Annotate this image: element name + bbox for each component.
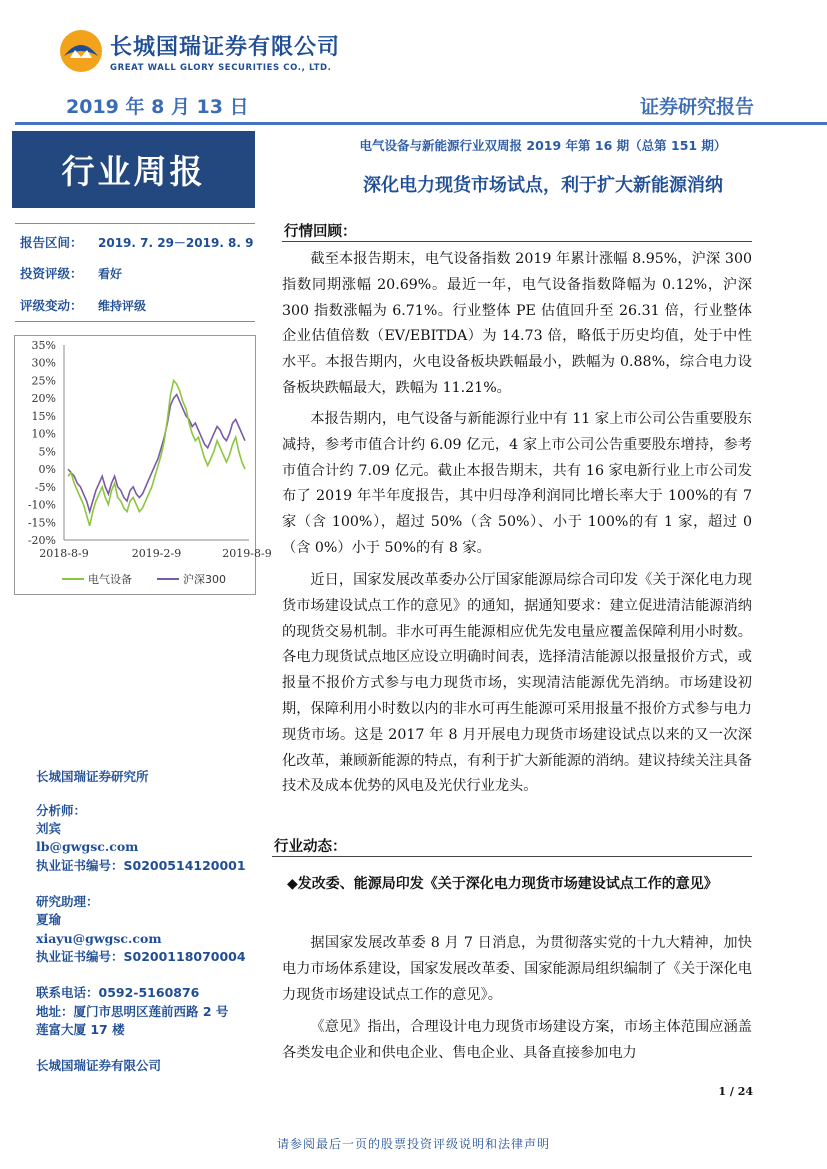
assistant-email-text: xiayu@gwgsc.com — [36, 931, 162, 946]
report-date: 2019 年 8 月 13 日 — [66, 96, 249, 118]
company-name-cn: 长城国瑞证券有限公司 — [110, 34, 341, 60]
rating-label: 投资评级： — [20, 266, 83, 281]
paragraph-2: 本报告期内，电气设备与新能源行业中有 11 家上市公司公告重要股东减持，参考市值合计约 6.09 亿元，4 家上市公司公告重要股东增持，参考市值合计约 7.09 亿元。截止本报告期末，共有 16 家电新行业上市公司发布了 2019 年半年度报告，其中归母净利润同比增长率大于 100%的有 7 家（含 100%），超过 50%（含 50%）、小于 100%的有 1 家，超过 0（含 0%）小于 50%的有 8 家。 — [282, 411, 752, 556]
index-chart — [14, 335, 272, 595]
footer-disclaimer: 请参阅最后一页的股票投资评级说明和法律声明 — [276, 1137, 550, 1151]
y-tick-label: 10% — [31, 427, 56, 441]
report-type: 证券研究报告 — [639, 96, 754, 118]
contact-address: 地址：厦门市思明区莲前西路 2 号 — [36, 1004, 229, 1019]
section-industry-news: 行业动态： — [274, 839, 347, 855]
x-tick-label: 2018-8-9 — [39, 547, 89, 560]
y-tick-label: -10% — [27, 498, 56, 512]
analyst-cert: 执业证书编号：S0200514120001 — [36, 858, 246, 873]
report-title: 深化电力现货市场试点，利于扩大新能源消纳 — [363, 175, 723, 196]
legend-label: 电气设备 — [88, 573, 132, 586]
news-paragraph-1: 据国家发展改革委 8 月 7 日消息，为贯彻落实党的十九大精神，加快电力市场体系建设，国家发展改革委、国家能源局组织编制了《关于深化电力现货市场建设试点工作的意见》。 — [282, 935, 752, 1003]
paragraph-1: 截至本报告期末，电气设备指数 2019 年累计涨幅 8.95%，沪深 300 指数同期涨幅 20.69%。最近一年，电气设备指数降幅为 0.12%，沪深 300 指数涨幅为 6.71%。行业整体 PE 估值回升至 26.31 倍，行业整体企业估值倍数（EV/EBITDA）为 14.73 倍，略低于历史均值，处于中性水平。本报告期内，火电设备板块跌幅最小，跌幅为 0.88%，综合电力设备板块跌幅最大，跌幅为 11.21%。 — [282, 251, 752, 396]
news-paragraph-2: 《意见》指出，合理设计电力现货市场建设方案，市场主体范围应涵盖各类发电企业和供电企业、售电企业、具备直接参加电力 — [282, 1019, 752, 1061]
y-tick-label: 15% — [31, 409, 56, 423]
y-tick-label: -20% — [27, 534, 56, 547]
contact-address-2: 莲富大厦 17 楼 — [36, 1022, 125, 1037]
section-divider — [282, 241, 752, 242]
company-name-en: GREAT WALL GLORY SECURITIES CO., LTD. — [110, 62, 332, 73]
analyst-email-text: lb@gwgsc.com — [36, 839, 139, 854]
paragraph-3: 近日，国家发展改革委办公厅国家能源局综合司印发《关于深化电力现货市场建设试点工作的意见》的通知，据通知要求：建立促进清洁能源消纳的现货交易机制。非水可再生能源相应优先发电量应覆盖保障利用小时数。各电力现货试点地区应设立明确时间表，选择清洁能源以报量报价方式，或报量不报价方式参与电力现货市场，实现清洁能源优先消纳。市场建设初期，保障利用小时数以内的非水可再生能源可采用报量不报价方式参与电力现货市场。这是 2017 年 8 月开展电力现货市场建设试点以来的又一次深化改革，兼顾新能源的特点，有利于扩大新能源的消纳。建议持续关注具备技术及成本优势的风电及光伏行业龙头。 — [282, 572, 752, 795]
section-market-review: 行情回顾： — [284, 224, 357, 240]
y-tick-label: 0% — [38, 463, 56, 477]
period-label: 报告区间： — [20, 235, 83, 250]
analyst-email — [36, 838, 138, 856]
contact-phone: 联系电话：0592-5160876 — [36, 985, 200, 1000]
y-tick-label: 20% — [31, 392, 56, 406]
x-tick-label: 2019-2-9 — [131, 547, 182, 560]
y-tick-label: 35% — [31, 339, 56, 352]
legend-label: 沪深300 — [183, 573, 226, 586]
assistant-email — [36, 930, 162, 948]
y-tick-label: 25% — [31, 374, 56, 388]
sidebar-divider — [15, 223, 255, 224]
x-tick-label: 2019-8-9 — [222, 547, 272, 560]
change-label: 评级变动： — [20, 298, 83, 313]
section-divider — [272, 856, 752, 857]
weekly-label-box — [12, 131, 255, 208]
analyst-name: 刘宾 — [36, 821, 62, 836]
y-tick-label: -5% — [34, 480, 56, 494]
header-divider — [15, 122, 827, 125]
report-subtitle: 电气设备与新能源行业双周报 2019 年第 16 期（总第 151 期） — [359, 138, 727, 153]
change-value: 维持评级 — [98, 299, 147, 313]
weekly-label: 行业周报 — [61, 152, 206, 191]
assistant-name: 夏瑜 — [36, 912, 62, 927]
y-tick-label: -15% — [27, 516, 56, 530]
rating-value: 看好 — [98, 267, 123, 281]
company-logo — [58, 28, 340, 74]
sidebar-company: 长城国瑞证券有限公司 — [36, 1058, 162, 1073]
y-tick-label: 5% — [38, 445, 56, 459]
sidebar-divider — [15, 321, 255, 322]
page-number: 1 / 24 — [718, 1085, 753, 1098]
institute-name: 长城国瑞证券研究所 — [36, 769, 149, 784]
news-title: ◆发改委、能源局印发《关于深化电力现货市场建设试点工作的意见》 — [287, 876, 718, 892]
assistant-label: 研究助理： — [36, 894, 99, 909]
analyst-label: 分析师： — [36, 803, 87, 818]
company-emblem-icon — [58, 28, 104, 74]
period-value: 2019. 7. 29－2019. 8. 9 — [98, 236, 254, 250]
assistant-cert: 执业证书编号：S0200118070004 — [36, 949, 246, 964]
y-tick-label: 30% — [31, 356, 56, 370]
